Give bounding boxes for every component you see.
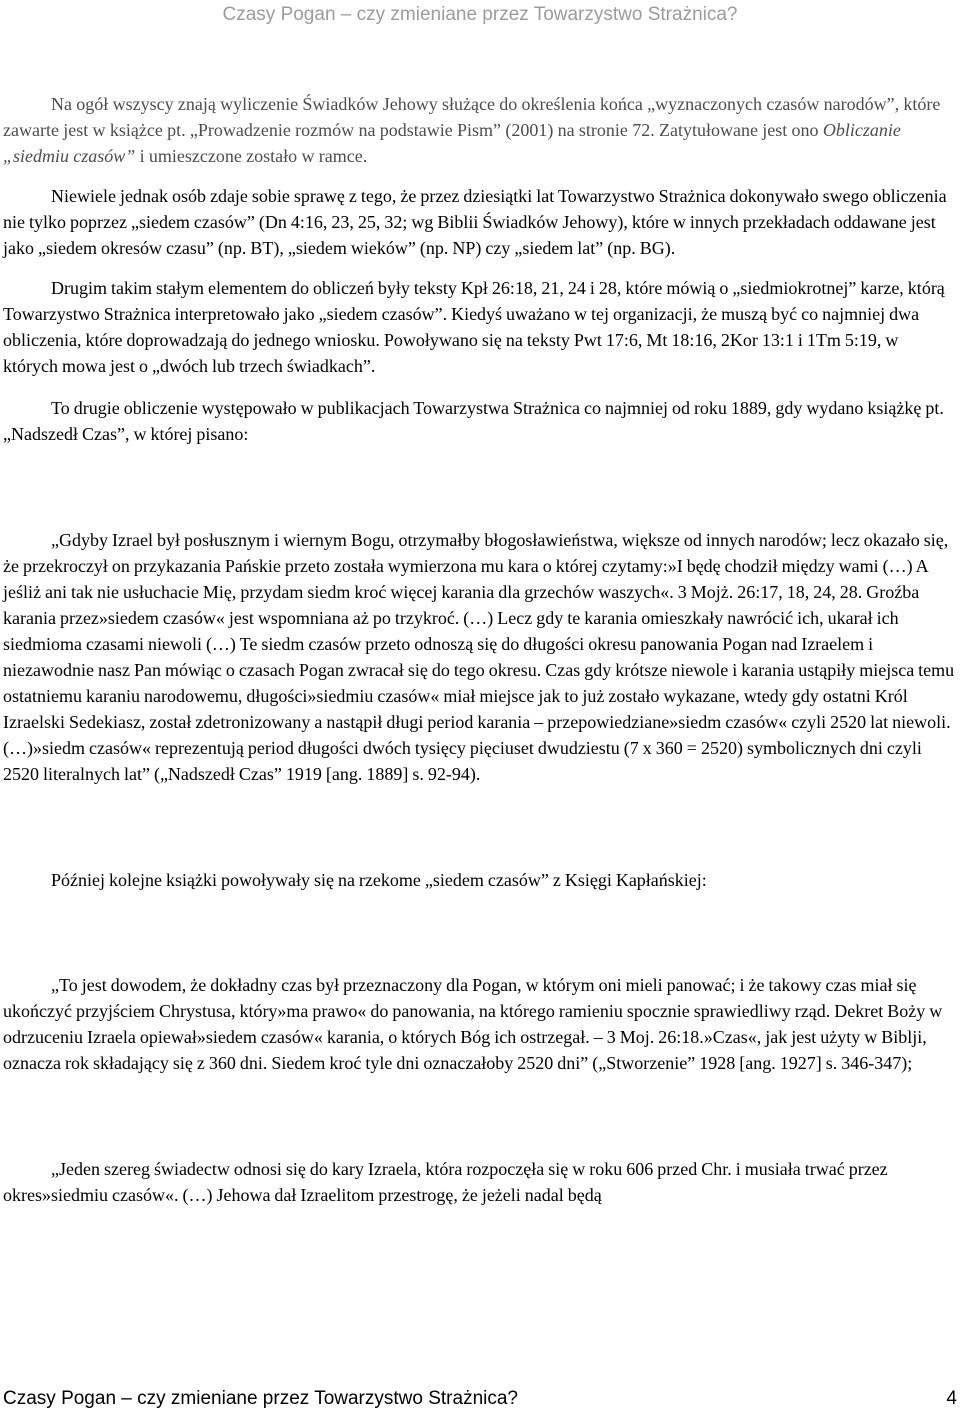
quote-jeden-szereg: „Jeden szereg świadectw odnosi się do kary Izraela, która rozpoczęła się w roku 606 przed Chr. i musiała trwać przez okres»siedmiu czasów«. (…) Jehowa dał Izraelitom przestrogę, że jeżeli nadal będą (3, 1159, 888, 1205)
paragraph-intro (3, 91, 957, 169)
quote-nadszedl-czas: „Gdyby Izrael był posłusznym i wiernym Bogu, otrzymałby błogosławieństwa, większe od innych narodów; lecz okazało się, że przekroczył on przykazania Pańskie przeto została wymierzona mu kara o której czytamy:»I będę chodził między wami (…) A jeśliż ani tak nie usłuchacie Mię, przydam siedm kroć więcej karania dla grzechów waszych«. 3 Mojż. 26:17, 18, 24, 28. Groźba karania przez»siedem czasów« jest wspomniana aż po trzykroć. (…) Lecz gdy te karania omieszkały nawrócić ich, ukarał ich siedmioma czasami niewoli (…) Te siedm czasów przeto odnoszą się do długości okresu panowania Pogan nad Izraelem i niezawodnie nasz Pan mówiąc o czasach Pogan zwracał się do tego okresu. Czas gdy krótsze niewole i karania ustąpiły miejsca temu ostatniemu karaniu narodowemu, długości»siedmiu czasów« miał miejsce jak to już zostało wykazane, wtedy gdy ostatni Król Izraelski Sedekiasz, został zdetronizowany a nastąpił długi period karania – przepowiedziane»siedm czasów« czyli 2520 lat niewoli. (…)»siedm czasów« reprezentują period długości dwóch tysięcy pięciuset dwudziestu (7 x 360 = 2520) symbolicznych dni czyli 2520 literalnych lat” („Nadszedł Czas” 1919 [ang. 1889] s. 92-94). (3, 530, 955, 784)
footer-title: Czasy Pogan – czy zmieniane przez Towarzystwo Strażnica? (3, 1388, 518, 1409)
quote-stworzenie: „To jest dowodem, że dokładny czas był przeznaczony dla Pogan, w którym oni mieli panować; i że takowy czas miał się ukończyć przyjściem Chrystusa, który»ma prawo« do panowania, na którego ramieniu spocznie sprawiedliwy rząd. Dekret Boży w odrzuceniu Izraela opiewał»siedem czasów« karania, o których Bóg ich ostrzegał. – 3 Moj. 26:18.»Czas«, jak jest użyty w Biblji, oznacza rok składający się z 360 dni. Siedem kroć tyle dni oznaczałoby 2520 dni” („Stworzenie” 1928 [ang. 1927] s. 346-347); (3, 975, 943, 1073)
paragraph-intro-text: Na ogół wszyscy znają wyliczenie Świadków Jehowy służące do określenia końca „wyznaczonych czasów narodów”, które zawarte jest w książce pt. „Prowadzenie rozmów na podstawie Pism” (2001) na stronie 72. Zatytułowane jest ono (3, 94, 941, 140)
document-body (3, 91, 957, 1208)
running-footer (3, 1388, 957, 1410)
paragraph-later-books: Później kolejne książki powoływały się na rzekome „siedem czasów” z Księgi Kapłańskiej: (51, 870, 707, 890)
paragraph-second-calculation: To drugie obliczenie występowało w publikacjach Towarzystwa Strażnica co najmniej od roku 1889, gdy wydano książkę pt. „Nadszedł Czas”, w której pisano: (3, 398, 944, 444)
paragraph-intro-end: i umieszczone zostało w ramce. (135, 146, 368, 166)
paragraph-intro-italic: Obliczanie „siedmiu czasów” (3, 120, 901, 166)
paragraph-second-element: Drugim takim stałym elementem do obliczeń były teksty Kpł 26:18, 21, 24 i 28, które mówią o „siedmiokrotnej” karze, którą Towarzystwo Strażnica interpretowało jako „siedem czasów”. Kiedyś uważano w tej organizacji, że muszą być co najmniej dwa obliczenia, które doprowadzają do jednego wniosku. Powoływano się na teksty Pwt 17:6, Mt 18:16, 2Kor 13:1 i 1Tm 5:19, w których mowa jest o „dwóch lub trzech świadkach”. (3, 278, 945, 376)
paragraph-seven-times: Niewiele jednak osób zdaje sobie sprawę z tego, że przez dziesiątki lat Towarzystwo Strażnica dokonywało swego obliczenia nie tylko poprzez „siedem czasów” (Dn 4:16, 23, 25, 32; wg Biblii Świadków Jehowy), które w innych przekładach oddawane jest jako „siedem okresów czasu” (np. BT), „siedem wieków” (np. NP) czy „siedem lat” (np. BG). (3, 186, 947, 258)
page-number: 4 (946, 1388, 957, 1409)
running-header: Czasy Pogan – czy zmieniane przez Towarzystwo Strażnica? (222, 4, 738, 25)
